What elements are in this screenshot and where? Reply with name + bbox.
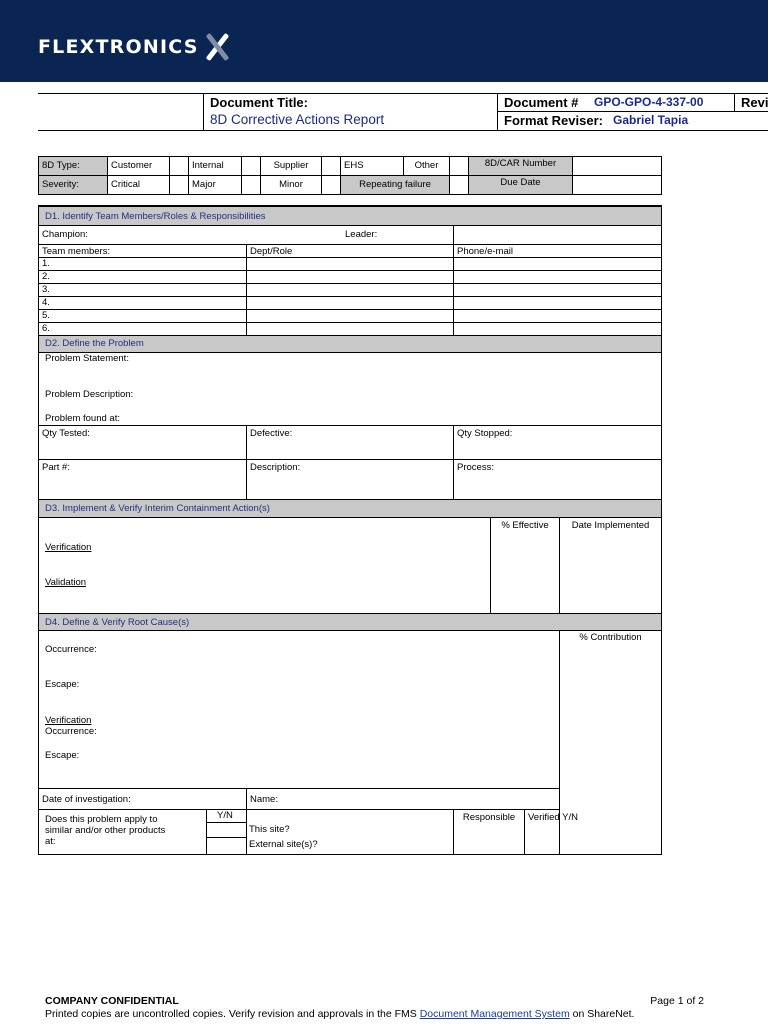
dept-role-cell[interactable] <box>247 257 454 270</box>
responsible-field[interactable] <box>454 809 525 854</box>
problem-statement-label: Problem Statement: <box>45 352 129 364</box>
note-text-b: on ShareNet. <box>569 1008 635 1020</box>
severity-major-checkbox[interactable] <box>242 176 261 195</box>
team-member-row-6[interactable]: 6. <box>39 322 247 335</box>
type-other-label: Other <box>404 157 450 176</box>
car-number-label: 8D/CAR Number <box>469 157 573 176</box>
doc-title-value: 8D Corrective Actions Report <box>210 112 385 127</box>
d2-section-title: D2. Define the Problem <box>39 335 662 352</box>
company-logo <box>38 33 232 61</box>
header-bottom-rule <box>38 130 768 131</box>
header-divider-1 <box>203 93 204 131</box>
occurrence-label: Occurrence: <box>45 643 97 655</box>
applies-elsewhere-question <box>39 809 207 854</box>
dept-role-cell[interactable] <box>247 270 454 283</box>
process-label: Process: <box>457 461 494 473</box>
team-member-row-3[interactable]: 3. <box>39 283 247 296</box>
occurrence-verification-label: Occurrence: <box>45 725 97 737</box>
repeating-failure-checkbox[interactable] <box>450 176 469 195</box>
qty-stopped-label: Qty Stopped: <box>457 427 513 439</box>
type-ehs-label: EHS <box>341 157 404 176</box>
problem-found-at-label: Problem found at: <box>45 412 120 424</box>
type-supplier-checkbox[interactable] <box>322 157 341 176</box>
escape-label: Escape: <box>45 678 80 690</box>
qty-tested-field[interactable] <box>39 425 247 459</box>
header-banner <box>0 0 768 82</box>
external-site-label: External site(s)? <box>249 838 318 850</box>
yn-column <box>207 809 247 854</box>
champion-field[interactable] <box>39 225 454 244</box>
qty-stopped-field[interactable] <box>454 425 662 459</box>
d3-verification-label: Verification <box>45 541 92 553</box>
d3-section-title: D3. Implement & Verify Interim Containment Action(s) <box>39 499 662 517</box>
doc-number-label: Document # <box>504 95 579 110</box>
type-customer-label: Customer <box>108 157 170 176</box>
containment-action-field[interactable] <box>39 517 491 613</box>
problem-description-label: Problem Description: <box>45 388 134 400</box>
repeating-failure-label: Repeating failure <box>341 176 450 195</box>
d4-verification-label: Verification <box>45 714 92 726</box>
note-text-a: Printed copies are uncontrolled copies. Verify revision and approvals in the FMS <box>45 1008 420 1020</box>
pct-contribution-label: % Contribution <box>579 631 642 643</box>
apply-question-line2: similar and/or other products <box>45 824 166 836</box>
type-label: 8D Type: <box>39 157 108 176</box>
page-number: Page 1 of 2 <box>650 995 704 1007</box>
type-other-checkbox[interactable] <box>450 157 469 176</box>
date-implemented-label: Date Implemented <box>571 519 650 531</box>
external-site-yn-box[interactable] <box>206 837 247 855</box>
doc-title-label: Document Title: <box>210 95 308 110</box>
phone-email-header: Phone/e-mail <box>454 244 662 257</box>
part-number-label: Part #: <box>42 461 70 473</box>
severity-minor-label: Minor <box>261 176 322 195</box>
verified-yn-field[interactable] <box>525 809 578 854</box>
severity-critical-label: Critical <box>108 176 170 195</box>
escape-verification-label: Escape: <box>45 749 80 761</box>
process-field[interactable] <box>454 459 662 499</box>
dept-role-cell[interactable] <box>247 283 454 296</box>
confidential-label: COMPANY CONFIDENTIAL <box>45 995 179 1007</box>
header-mid-rule <box>497 111 768 112</box>
header-divider-3 <box>734 93 735 111</box>
champion-label: Champion: <box>42 228 88 240</box>
severity-major-label: Major <box>189 176 242 195</box>
investigator-name-label: Name: <box>250 793 278 805</box>
type-internal-label: Internal <box>189 157 242 176</box>
this-site-yn-box[interactable] <box>206 822 247 838</box>
team-member-row-5[interactable]: 5. <box>39 309 247 322</box>
verified-yn-label: Verified Y/N <box>528 811 578 823</box>
type-supplier-label: Supplier <box>261 157 322 176</box>
due-date-label: Due Date <box>469 176 573 195</box>
defective-label: Defective: <box>250 427 293 439</box>
phone-email-cell[interactable] <box>454 270 662 283</box>
team-member-row-4[interactable]: 4. <box>39 296 247 309</box>
uncontrolled-copies-note <box>45 1008 634 1020</box>
format-reviser-label: Format Reviser: <box>504 113 603 128</box>
site-labels-cell <box>247 809 454 854</box>
d3-validation-label: Validation <box>45 576 87 588</box>
severity-minor-checkbox[interactable] <box>322 176 341 195</box>
header-top-rule <box>38 93 768 94</box>
format-reviser-value: Gabriel Tapia <box>613 113 689 127</box>
dept-role-cell[interactable] <box>247 309 454 322</box>
d4-section-title: D4. Define & Verify Root Cause(s) <box>39 613 662 630</box>
pct-effective-field[interactable] <box>491 517 560 613</box>
phone-email-cell[interactable] <box>454 283 662 296</box>
part-number-field[interactable] <box>39 459 247 499</box>
apply-question-line3: at: <box>45 835 56 847</box>
description-label: Description: <box>250 461 301 473</box>
d1-section-title: D1. Identify Team Members/Roles & Responsibilities <box>39 206 662 225</box>
phone-email-cell[interactable] <box>454 296 662 309</box>
date-investigation-field[interactable] <box>39 788 247 809</box>
qty-tested-label: Qty Tested: <box>42 427 90 439</box>
apply-question-line1: Does this problem apply to <box>45 813 158 825</box>
phone-email-cell[interactable] <box>454 309 662 322</box>
type-severity-table <box>38 156 662 195</box>
phone-email-cell[interactable] <box>454 257 662 270</box>
description-field[interactable] <box>247 459 454 499</box>
team-member-row-2[interactable]: 2. <box>39 270 247 283</box>
dept-role-cell[interactable] <box>247 296 454 309</box>
due-date-field[interactable] <box>573 176 662 195</box>
problem-statement-field[interactable] <box>39 352 662 425</box>
dept-role-header: Dept/Role <box>247 244 454 257</box>
dept-role-cell[interactable] <box>247 322 454 335</box>
root-cause-field[interactable] <box>39 630 560 788</box>
logo-text: FLEXTRONICS <box>38 36 199 58</box>
this-site-label: This site? <box>249 823 290 835</box>
leader-label: Leader: <box>345 228 378 240</box>
doc-number-value: GPO-GPO-4-337-00 <box>594 95 704 109</box>
pct-effective-label: % Effective <box>501 519 549 531</box>
defective-field[interactable] <box>247 425 454 459</box>
responsible-label: Responsible <box>462 811 516 823</box>
team-members-header: Team members: <box>39 244 247 257</box>
yn-label: Y/N <box>217 809 233 821</box>
revision-label: Revi <box>741 95 768 110</box>
car-number-field[interactable] <box>573 157 662 176</box>
severity-label: Severity: <box>39 176 108 195</box>
type-internal-checkbox[interactable] <box>242 157 261 176</box>
logo-x-icon <box>202 33 232 61</box>
team-member-row-1[interactable]: 1. <box>39 257 247 270</box>
date-implemented-field[interactable] <box>560 517 662 613</box>
investigator-name-field[interactable] <box>247 788 560 809</box>
document-management-link[interactable]: Document Management System <box>419 1008 570 1020</box>
phone-email-cell[interactable] <box>454 322 662 335</box>
date-investigation-label: Date of investigation: <box>42 793 131 805</box>
header-divider-2 <box>497 93 498 131</box>
leader-field[interactable] <box>454 225 662 244</box>
severity-critical-checkbox[interactable] <box>170 176 189 195</box>
type-customer-checkbox[interactable] <box>170 157 189 176</box>
corrective-action-form <box>38 205 662 855</box>
